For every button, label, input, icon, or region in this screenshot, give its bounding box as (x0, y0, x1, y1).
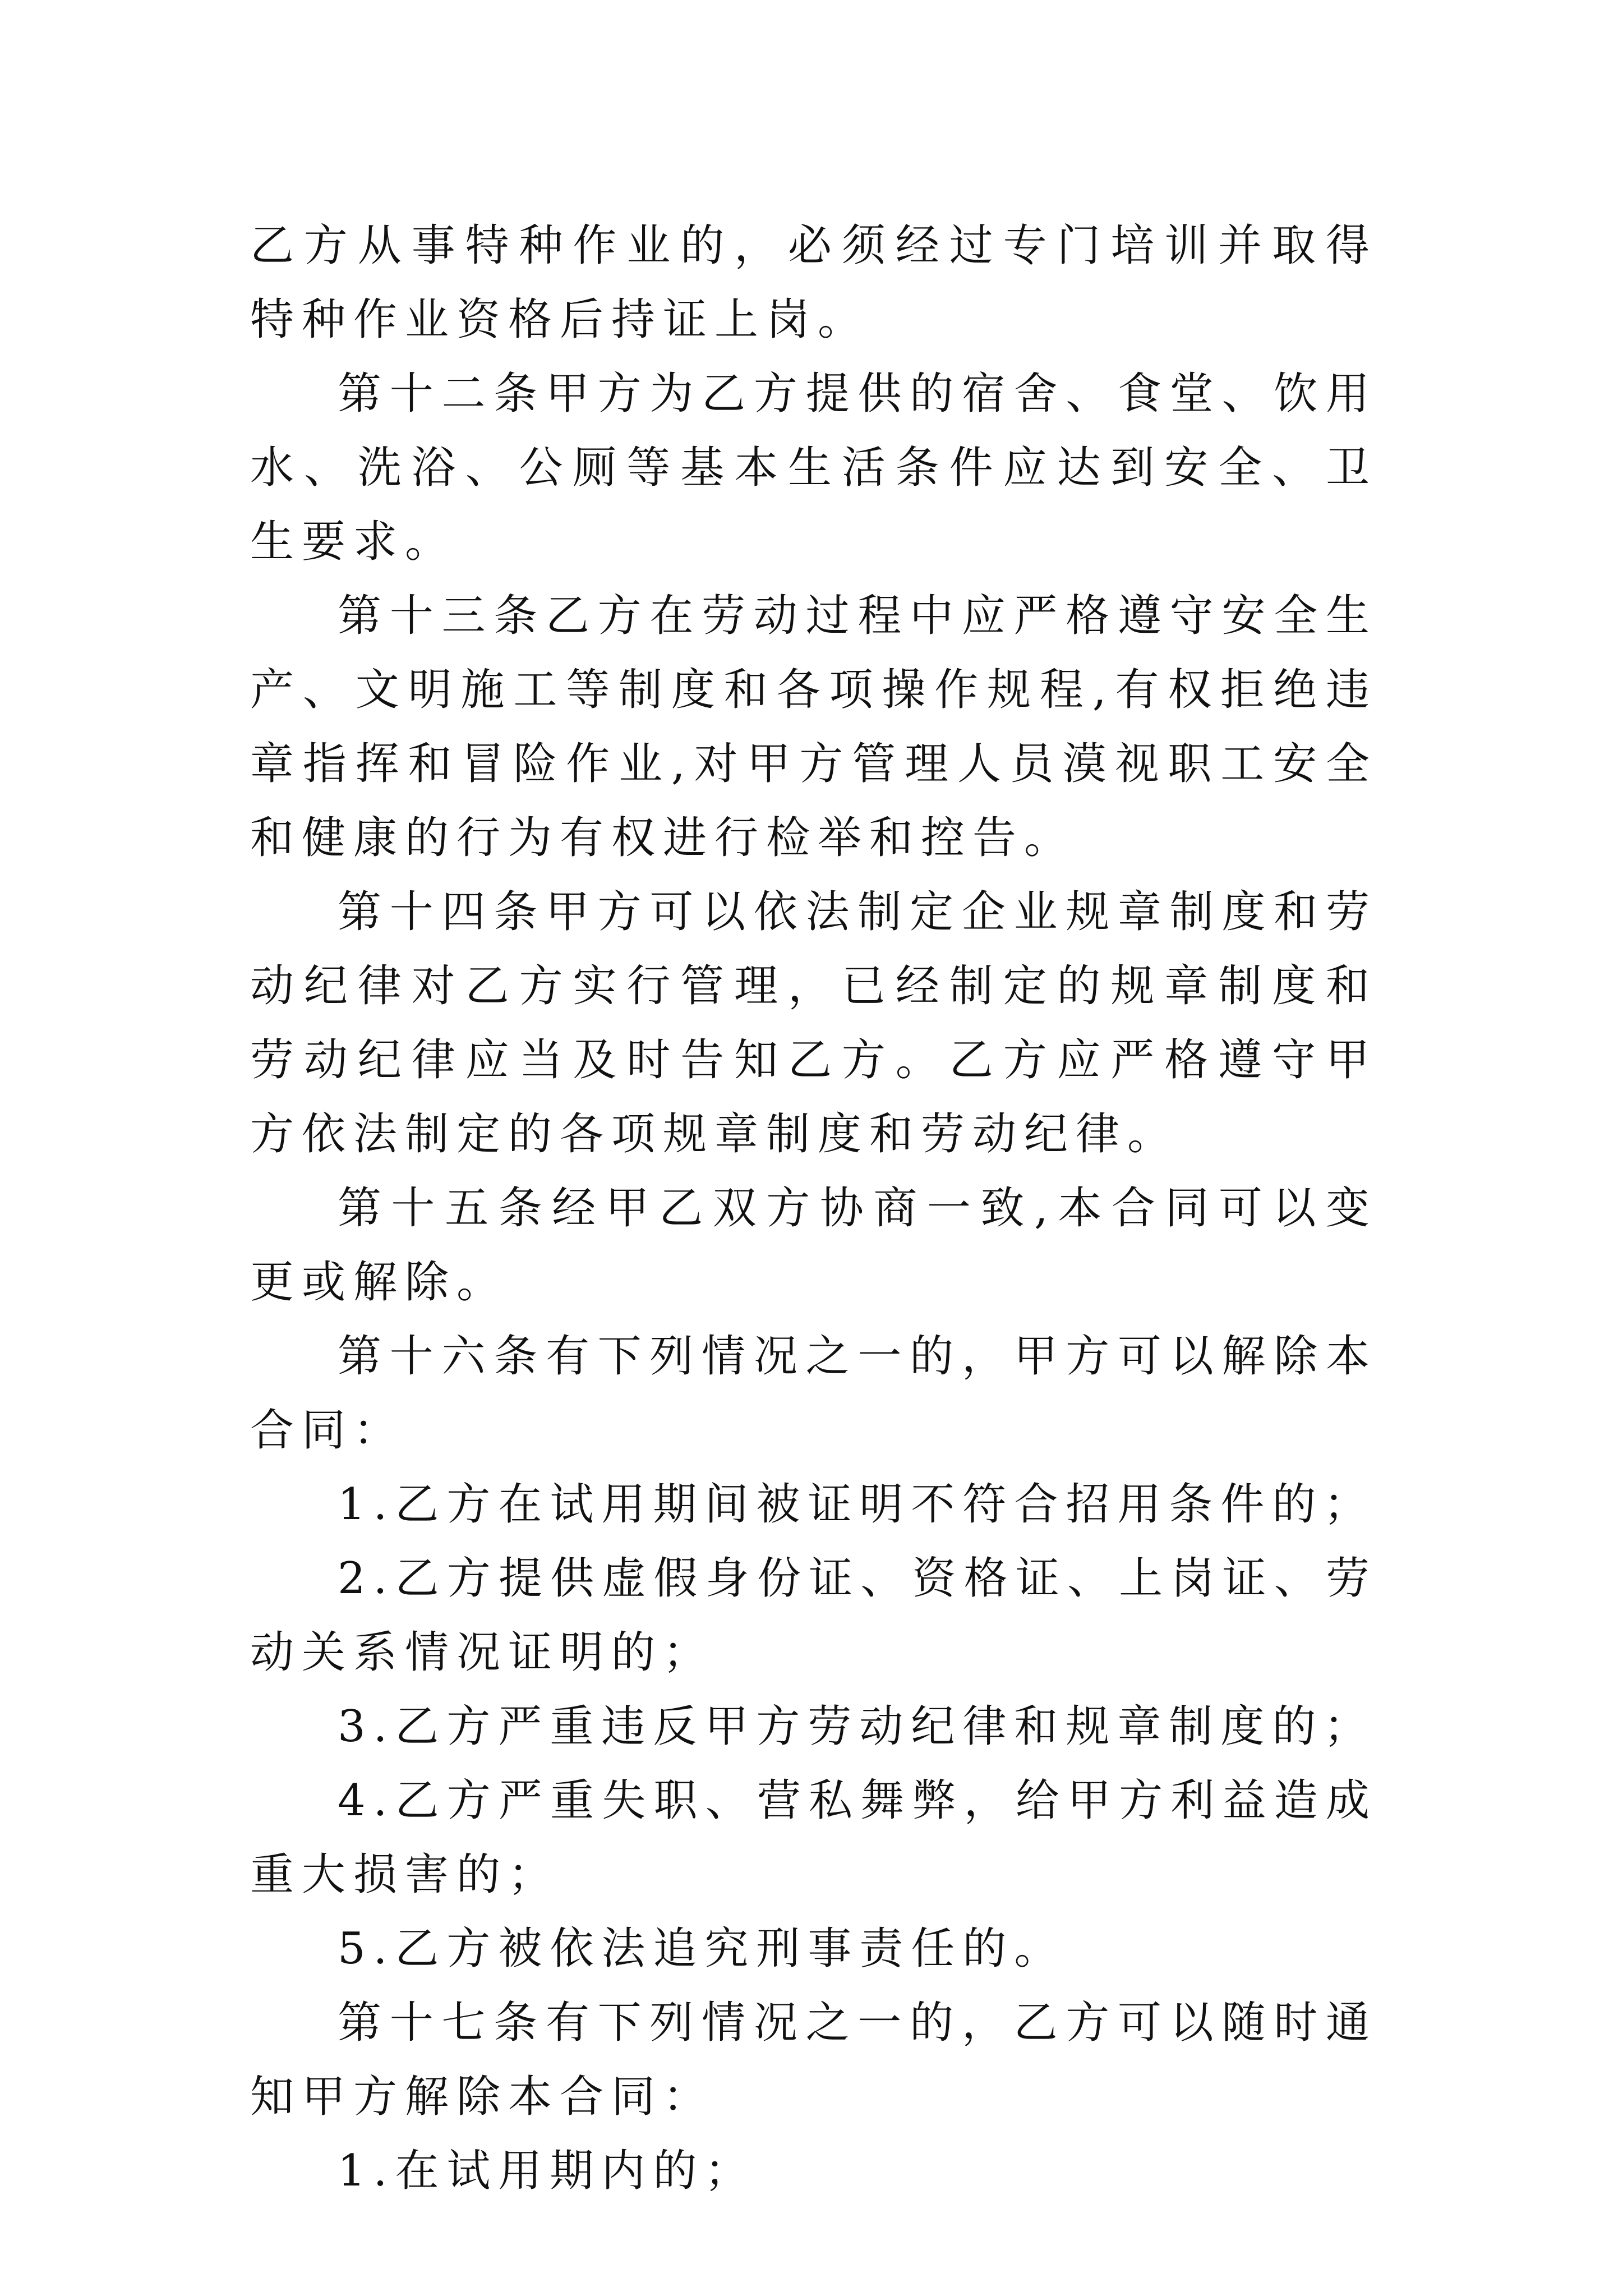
paragraph-article-14: 第十四条甲方可以依法制定企业规章制度和劳动纪律对乙方实行管理，已经制定的规章制度和劳动纪律应当及时告知乙方。乙方应严格遵守甲方依法制定的各项规章制度和劳动纪律。 (250, 887, 1377, 1159)
list-item-16-3: 3.乙方严重违反甲方劳动纪律和规章制度的； (338, 1701, 1376, 1752)
list-item-16-1: 1.乙方在试用期间被证明不符合招用条件的； (338, 1479, 1376, 1530)
list-item-17-1: 1.在试用期内的； (338, 2146, 757, 2196)
paragraph-article-15: 第十五条经甲乙双方协商一致,本合同可以变更或解除。 (250, 1183, 1377, 1308)
list-item-16-5: 5.乙方被依法追究刑事责任的。 (338, 1924, 1066, 1974)
list-item-16-4: 4.乙方严重失职、营私舞弊，给甲方利益造成重大损害的； (250, 1775, 1377, 1900)
paragraph-qualification: 乙方从事特种作业的，必须经过专门培训并取得特种作业资格后持证上岗。 (250, 220, 1377, 345)
list-item-16-2: 2.乙方提供虚假身份证、资格证、上岗证、劳动关系情况证明的； (250, 1553, 1377, 1678)
paragraph-article-13: 第十三条乙方在劳动过程中应严格遵守安全生产、文明施工等制度和各项操作规程,有权拒绝违章指挥和冒险作业,对甲方管理人员漠视职工安全和健康的行为有权进行检举和控告。 (250, 591, 1377, 863)
paragraph-article-12: 第十二条甲方为乙方提供的宿舍、食堂、饮用水、洗浴、公厕等基本生活条件应达到安全、卫生要求。 (250, 369, 1377, 567)
document-body (250, 209, 1377, 2208)
paragraph-article-16: 第十六条有下列情况之一的，甲方可以解除本合同： (250, 1331, 1377, 1456)
paragraph-article-17: 第十七条有下列情况之一的，乙方可以随时通知甲方解除本合同： (250, 1998, 1377, 2122)
